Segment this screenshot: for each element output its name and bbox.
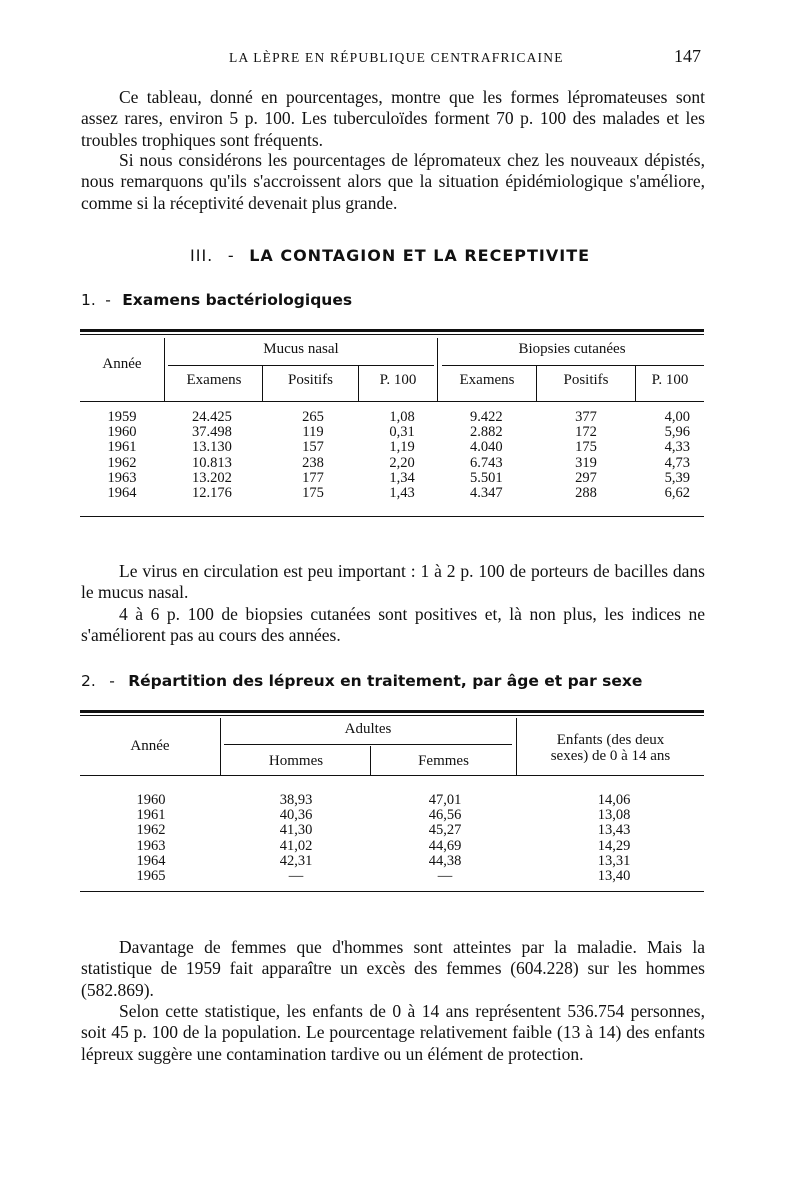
table2-year: 1965	[136, 868, 166, 885]
table1-cell: 0,31	[389, 424, 415, 441]
table2-women-header: Femmes	[418, 753, 469, 769]
table1-nasal-pct-column	[380, 410, 424, 501]
table2-cell: 14,29	[597, 837, 631, 854]
table1-cell: 10.813	[192, 454, 232, 471]
table1-vline-4	[437, 338, 438, 402]
table2-children-header-line2: sexes) de 0 à 14 ans	[550, 748, 671, 764]
table2-cell: 38,93	[279, 792, 313, 808]
subsection-1-title: Examens bactériologiques	[122, 291, 353, 309]
table1-year: 1961	[107, 439, 137, 456]
table1-cell: 6,62	[664, 485, 690, 502]
paragraph-6: Selon cette statistique, les enfants de 0 à 14 ans représentent 536.754 personnes, soit 45 p. 100 de la population. Le pourcentage relativement faible (13 à 14) des enfants lépreux suggère une contamination tardive ou un élément de protection.	[81, 1001, 705, 1064]
table2-cell: 13,31	[597, 852, 631, 869]
table1-top-rule	[80, 329, 704, 332]
paragraph-4: 4 à 6 p. 100 de biopsies cutanées sont positives et, là non plus, les indices ne s'améliorent pas au cours des années.	[81, 604, 705, 646]
table2-cell: 13,08	[597, 807, 631, 824]
table1-year: 1964	[107, 485, 137, 502]
table2-cell: 41,30	[279, 822, 313, 839]
table1-col-bio-examens: Examens	[459, 372, 515, 388]
table2-top-rule-thin	[80, 715, 704, 716]
table1-nasal-examens-column	[192, 410, 252, 501]
table1-cell: 2.882	[470, 424, 503, 441]
table2-year: 1961	[136, 807, 166, 824]
table1-cell: 12.176	[192, 485, 232, 502]
table1-cell: 4,00	[664, 409, 690, 425]
table1-cell: 175	[302, 485, 324, 502]
table1-cell: 4,73	[664, 454, 690, 471]
table1-cell: 5.501	[470, 469, 503, 486]
table1-cell: 157	[302, 439, 324, 456]
paragraph-2: Si nous considérons les pourcentages de lépromateux chez les nouveaux dépistés, nous remarquons qu'ils s'accroissent alors que la situation épidémiologique s'améliore, comme si la réceptivité devenait plus grande.	[81, 150, 705, 213]
table1-cell: 4,33	[664, 439, 690, 456]
table2-children-column	[584, 793, 644, 884]
table2-header-rule	[80, 775, 704, 776]
table1-cell: 13.130	[192, 439, 232, 456]
section-title: LA CONTAGION ET LA RECEPTIVITE	[249, 246, 591, 265]
subsection-2-title: Répartition des lépreux en traitement, par âge et par sexe	[128, 672, 643, 690]
table2-year: 1960	[136, 792, 166, 808]
table2-cell: 45,27	[428, 822, 462, 839]
table2-cell: 46,56	[428, 807, 462, 824]
paragraph-5: Davantage de femmes que d'hommes sont atteintes par la maladie. Mais la statistique de 1959 fait apparaître un excès des femmes (604.228) sur les hommes (582.869).	[81, 937, 705, 1000]
table1-cell: 297	[575, 469, 597, 486]
table1-cell: 4.347	[470, 485, 503, 502]
table1-bio-pct-column	[650, 410, 690, 501]
running-title: LA LÈPRE EN RÉPUBLIQUE CENTRAFRICAINE	[229, 50, 564, 65]
section-heading	[190, 246, 590, 265]
table1-group1-rule	[168, 365, 434, 366]
subsection-1-dash: -	[105, 291, 111, 309]
table1-cell: 5,96	[664, 424, 690, 441]
table1-group2-rule	[442, 365, 704, 366]
table1-cell: 238	[302, 454, 324, 471]
table1-cell: 175	[575, 439, 597, 456]
table1-cell: 177	[302, 469, 324, 486]
table2-cell: —	[288, 868, 304, 885]
table1-cell: 377	[575, 409, 597, 425]
table1-col-bio-positifs: Positifs	[563, 372, 609, 388]
table2-year: 1963	[136, 837, 166, 854]
table1-bottom-rule	[80, 516, 704, 517]
table1-nasal-positifs-column	[290, 410, 336, 501]
table1-col-bio-pct: P. 100	[651, 372, 689, 388]
table1-group-biopsies: Biopsies cutanées	[518, 341, 626, 357]
table2-men-column	[266, 793, 326, 884]
table1-top-rule-thin	[80, 334, 704, 335]
subsection-1-heading	[81, 291, 352, 309]
table2-cell: 14,06	[597, 792, 631, 808]
table1-cell: 1,34	[389, 469, 415, 486]
table1-col-nasal-examens: Examens	[186, 372, 242, 388]
paragraph-3: Le virus en circulation est peu important : 1 à 2 p. 100 de porteurs de bacilles dans le mucus nasal.	[81, 561, 705, 603]
section-number: III.	[190, 246, 214, 265]
table1-col-nasal-pct: P. 100	[379, 372, 417, 388]
table1-cell: 319	[575, 454, 597, 471]
table1-cell: 288	[575, 485, 597, 502]
table2-cell: 13,43	[597, 822, 631, 839]
table1-cell: 119	[302, 424, 324, 441]
table2-cell: 42,31	[279, 852, 313, 869]
table2-cell: 44,69	[428, 837, 462, 854]
table2-top-rule	[80, 710, 704, 713]
table1-year-header: Année	[102, 356, 142, 372]
table1-bio-examens-column	[470, 410, 526, 501]
table2-men-header: Hommes	[268, 753, 324, 769]
table1-col-nasal-positifs: Positifs	[287, 372, 333, 388]
table2-year-header: Année	[130, 738, 170, 754]
table1-cell: 5,39	[664, 469, 690, 486]
table1-year: 1960	[107, 424, 137, 441]
table2-cell: 40,36	[279, 807, 313, 824]
table2-years-column	[126, 793, 176, 884]
table1-cell: 6.743	[470, 454, 503, 471]
table2-cell: —	[437, 868, 453, 885]
subsection-1-number: 1.	[81, 291, 96, 309]
table2-adults-header: Adultes	[344, 721, 392, 737]
table1-years-column	[100, 410, 144, 501]
table1-group-nasal: Mucus nasal	[263, 341, 339, 357]
table2-women-column	[415, 793, 475, 884]
table1-cell: 9.422	[470, 409, 503, 425]
table1-cell: 2,20	[389, 454, 415, 471]
table2-cell: 44,38	[428, 852, 462, 869]
table1-cell: 1,43	[389, 485, 415, 502]
table2-cell: 13,40	[597, 868, 631, 885]
table1-year: 1962	[107, 454, 137, 471]
page-number: 147	[674, 46, 701, 66]
table2-year: 1964	[136, 852, 166, 869]
table1-header-rule	[80, 401, 704, 402]
table1-bio-positifs-column	[563, 410, 609, 501]
table1-cell: 24.425	[192, 409, 232, 425]
paragraph-1: Ce tableau, donné en pourcentages, montre que les formes lépromateuses sont assez rares, environ 5 p. 100. Les tuberculoïdes forment 70 p. 100 des malades et les troubles trophiques sont fréquents.	[81, 87, 705, 150]
table1-year: 1959	[107, 409, 137, 425]
table1-cell: 4.040	[470, 439, 503, 456]
table2-cell: 41,02	[279, 837, 313, 854]
table1-cell: 13.202	[192, 469, 232, 486]
table2-year: 1962	[136, 822, 166, 839]
table2-vline-1	[220, 718, 221, 776]
section-dash: -	[227, 246, 235, 265]
table2-bottom-rule	[80, 891, 704, 892]
table1-year: 1963	[107, 469, 137, 486]
table1-vline-1	[164, 338, 165, 402]
subsection-2-number: 2.	[81, 672, 96, 690]
subsection-2-dash: -	[109, 672, 115, 690]
table2-children-header-line1: Enfants (des deux	[556, 732, 665, 748]
table1-cell: 172	[575, 424, 597, 441]
table1-cell: 265	[302, 409, 324, 425]
table1-cell: 1,08	[389, 409, 415, 425]
table1-cell: 37.498	[192, 424, 232, 441]
table2-adults-rule	[224, 744, 512, 745]
subsection-2-heading	[81, 672, 642, 690]
table2-cell: 47,01	[428, 792, 462, 808]
table1-cell: 1,19	[389, 439, 415, 456]
